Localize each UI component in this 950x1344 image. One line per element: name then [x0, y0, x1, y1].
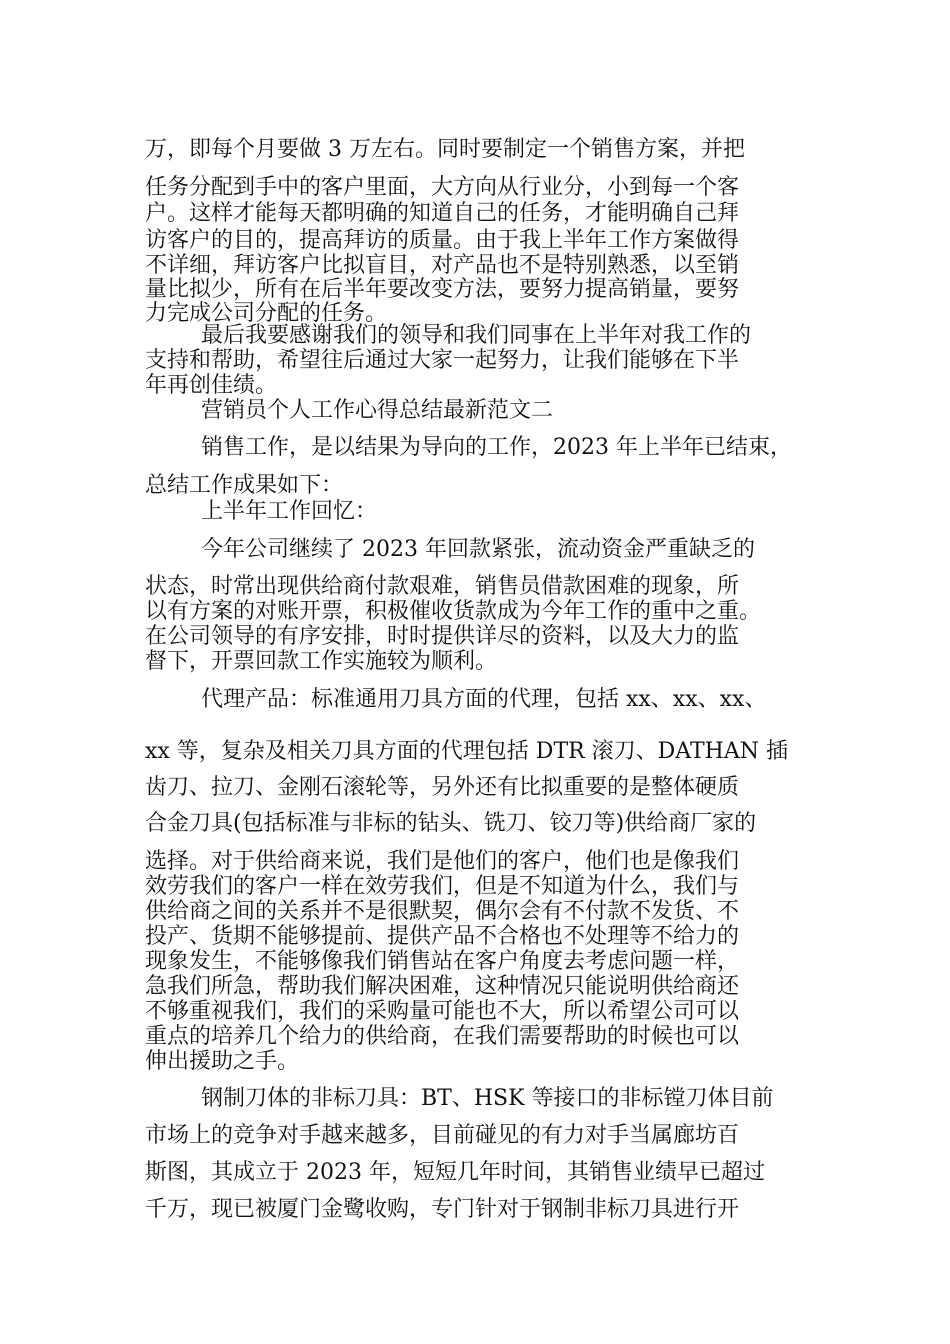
text-line: 重点的培养几个给力的供给商，在我们需要帮助的时候也可以: [145, 1024, 740, 1049]
text-line: 销售工作，是以结果为导向的工作，2023 年上半年已结束，: [201, 435, 792, 460]
text-line: 量比拟少，所有在后半年要改变方法，要努力提高销量，要努: [145, 277, 740, 302]
text-line: 供给商之间的关系并不是很默契，偶尔会有不付款不发货、不: [145, 899, 740, 924]
text-line: 代理产品：标准通用刀具方面的代理，包括 xx、xx、xx、: [201, 687, 767, 712]
text-line: 现象发生，不能够像我们销售站在客户角度去考虑问题一样，: [145, 949, 740, 974]
text-line: 不详细，拜访客户比拟盲目，对产品也不是特别熟悉，以至销: [145, 253, 740, 278]
text-line: 斯图，其成立于 2023 年，短短几年时间，其销售业绩早已超过: [145, 1160, 765, 1185]
text-line: 力完成公司分配的任务。: [145, 301, 388, 326]
text-line: 万，即每个月要做 3 万左右。同时要制定一个销售方案，并把: [145, 137, 745, 162]
text-line: 投产、货期不能够提前、提供产品不合格也不处理等不给力的: [145, 924, 740, 949]
text-line: 不够重视我们，我们的采购量可能也不大，所以希望公司可以: [145, 999, 740, 1024]
text-line: 今年公司继续了 2023 年回款紧张，流动资金严重缺乏的: [201, 537, 755, 562]
text-line: 最后我要感谢我们的领导和我们同事在上半年对我工作的: [201, 323, 752, 348]
text-line: 效劳我们的客户一样在效劳我们，但是不知道为什么，我们与: [145, 874, 740, 899]
text-line: 选择。对于供给商来说，我们是他们的客户，他们也是像我们: [145, 849, 740, 874]
text-line: 钢制刀体的非标刀具：BT、HSK 等接口的非标镗刀体目前: [201, 1086, 774, 1111]
text-line: 以有方案的对账开票，积极催收货款成为今年工作的重中之重。: [145, 599, 762, 624]
text-line: 齿刀、拉刀、金刚石滚轮等，另外还有比拟重要的是整体硬质: [145, 775, 740, 800]
text-line: 年再创佳绩。: [145, 373, 278, 398]
text-line: 督下，开票回款工作实施较为顺利。: [145, 649, 498, 674]
text-line: 任务分配到手中的客户里面，大方向从行业分，小到每一个客: [145, 175, 740, 200]
section-heading: 营销员个人工作心得总结最新范文二: [201, 398, 554, 423]
text-line: xx 等，复杂及相关刀具方面的代理包括 DTR 滚刀、DATHAN 插: [145, 739, 788, 764]
text-line: 在公司领导的有序安排，时时提供详尽的资料，以及大力的监: [145, 624, 740, 649]
text-line: 户。这样才能每天都明确的知道自己的任务，才能明确自己拜: [145, 201, 740, 226]
text-line: 支持和帮助，希望往后通过大家一起努力，让我们能够在下半: [145, 348, 740, 373]
text-line: 市场上的竞争对手越来越多，目前碰见的有力对手当属廊坊百: [145, 1123, 740, 1148]
text-line: 总结工作成果如下：: [145, 473, 344, 498]
text-line: 状态，时常出现供给商付款艰难，销售员借款困难的现象，所: [145, 574, 740, 599]
text-line: 访客户的目的，提高拜访的质量。由于我上半年工作方案做得: [145, 228, 740, 253]
text-line: 伸出援助之手。: [145, 1049, 300, 1074]
text-line: 合金刀具(包括标准与非标的钻头、铣刀、铰刀等)供给商厂家的: [145, 811, 757, 836]
text-line: 千万，现已被厦门金鹭收购，专门针对于钢制非标刀具进行开: [145, 1197, 740, 1222]
text-line: 上半年工作回忆：: [201, 499, 378, 524]
text-line: 急我们所急，帮助我们解决困难，这种情况只能说明供给商还: [145, 974, 740, 999]
